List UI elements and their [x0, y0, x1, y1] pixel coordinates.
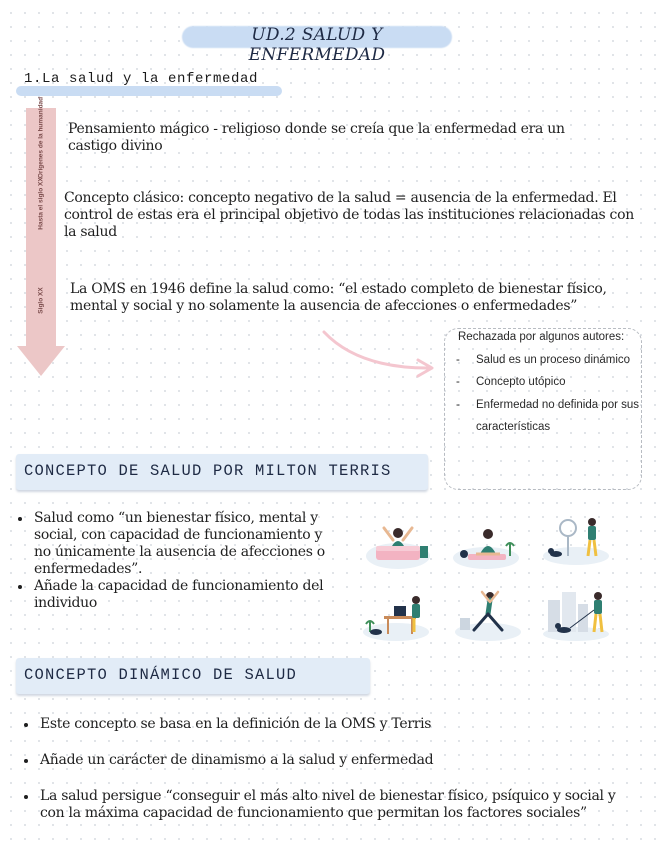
- note-item: - Salud es un proceso dinámico: [456, 353, 631, 366]
- person-walking-dog-city-illustration: [540, 588, 612, 642]
- person-working-desk-illustration: [360, 588, 432, 642]
- curved-arrow-icon: [318, 326, 444, 378]
- note-heading: Rechazada por algunos autores:: [458, 331, 625, 343]
- list-item: Este concepto se basa en la definición de la OMS y Terris: [22, 716, 634, 733]
- person-exercising-illustration: [452, 588, 524, 642]
- section-subtitle: 1.La salud y la enfermedad: [24, 71, 259, 87]
- list-item: La salud persigue “conseguir el más alto nivel de bienestar físico, psíquico y social y con la máxima capacidad de funcionamiento que permitan los factores sociales”: [22, 788, 634, 822]
- era-label-xx: Siglo XX: [37, 287, 45, 314]
- note-item: - Enfermedad no definida por sus características: [456, 398, 640, 434]
- era-label-until-xx: Hasta el siglo XX: [37, 177, 45, 230]
- note-item-text: Concepto utópico: [476, 376, 566, 389]
- timeline-item-magic-religious: Pensamiento mágico - religioso donde se creía que la enfermedad era un castigo divino: [68, 121, 565, 154]
- person-with-dog-mirror-illustration: [540, 512, 612, 566]
- note-item-text: Enfermedad no definida por sus características: [476, 398, 640, 434]
- list-item: Salud como “un bienestar físico, mental y social, con capacidad de funcionamiento y no únicamente la ausencia de afecciones o enfermedades”.: [16, 510, 336, 578]
- terris-bullets: [16, 510, 336, 612]
- person-meditating-illustration: [450, 516, 522, 570]
- timeline-arrow-head: [17, 346, 65, 376]
- timeline-item-oms-1946: La OMS en 1946 define la salud como: “el estado completo de bienestar físico, mental y social y no solamente la ausencia de afecciones o enfermedades”: [70, 281, 607, 314]
- dynamic-section-heading: CONCEPTO DINÁMICO DE SALUD: [24, 666, 298, 684]
- timeline-item-classic-concept: Concepto clásico: concepto negativo de la salud = ausencia de la enfermedad. El control de estas era el principal objetivo de todas las instituciones relacionadas con la salud: [64, 190, 634, 240]
- rejection-note: [448, 326, 644, 439]
- list-item: Añade un carácter de dinamismo a la salud y enfermedad: [22, 752, 634, 769]
- dynamic-bullets: [22, 716, 634, 822]
- person-waking-up-illustration: [362, 516, 434, 570]
- list-item: Añade la capacidad de funcionamiento del individuo: [16, 578, 336, 612]
- era-label-origins: Orígenes de la humanidad: [37, 96, 45, 179]
- note-item-text: Salud es un proceso dinámico: [476, 353, 631, 366]
- terris-section-heading: CONCEPTO DE SALUD POR MILTON TERRIS: [24, 462, 392, 480]
- page-title: UD.2 SALUD Y ENFERMEDAD: [248, 25, 386, 65]
- subtitle-highlight: [16, 86, 282, 96]
- note-item: - Concepto utópico: [456, 376, 566, 389]
